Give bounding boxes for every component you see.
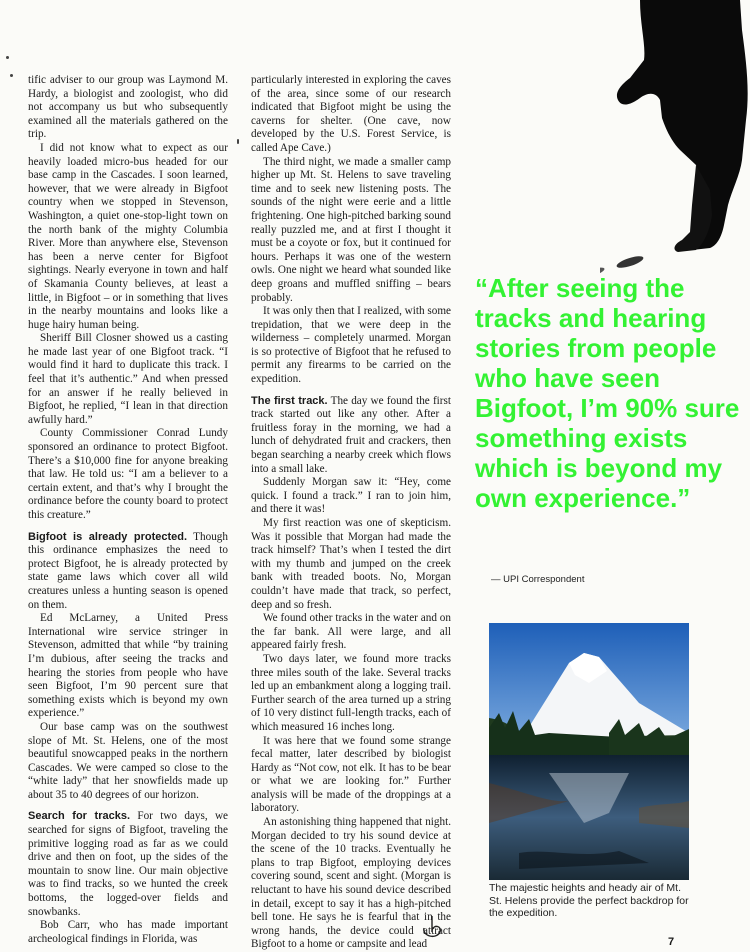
- section-heading-first-track: The first track.: [251, 394, 328, 407]
- paragraph: Ed McLarney, a United Press International wire service stringer in Stevenson, admitted that while “by training I’m dubious, after seeing the tracks and hearing the stories from people who have seen Bigfoot, I’m 90 percent sure that something exists which is beyond my own experience.”: [28, 612, 228, 720]
- paragraph: Our base camp was on the southwest slope of Mt. St. Helens, one of the most beautiful snowcapped peaks in the northern Cascades. We were camped so close to the “white lady” that her snowfields made up about 35 to 40 degrees of our horizon.: [28, 720, 228, 801]
- paragraph-text: Though this ordinance emphasizes the need to protect Bigfoot, he is already protected by state game laws which cover all wild creatures unless a hunting season is opened on them.: [28, 530, 228, 611]
- page-number: 7: [668, 936, 675, 948]
- pull-quote-source: — UPI Correspondent: [491, 574, 585, 585]
- paragraph: Two days later, we found more tracks three miles south of the lake. Several tracks led up an embankment along a logging trail. Further search of the area turned up a string of 10 very distinct full-length tracks, each of which measured 16 inches long.: [251, 652, 451, 733]
- paragraph: particularly interested in exploring the caves of the area, since some of our research indicated that Bigfoot might be using the caverns for shelter. (One cave, now developed by the U.S. Forest Service, is called Ape Cave.): [251, 74, 451, 154]
- paragraph: We found other tracks in the water and on the far bank. All were large, and all appeared fairly fresh.: [251, 612, 451, 652]
- paragraph: It was here that we found some strange fecal matter, later described by biologist Hardy as “Not cow, not elk. It has to be bear or what we are looking for.” Further analysis will be made of the droppings at a laboratory.: [251, 734, 451, 815]
- paragraph: Sheriff Bill Closner showed us a casting he made last year of one Bigfoot track. “I would find it hard to duplicate this track. I feel that it’s authentic.” And when pressed for an answer if he really believed in Bigfoot, he replied, “I lean in that direction awfully hard.”: [28, 332, 228, 426]
- end-mark-icon: [420, 914, 446, 940]
- section-paragraph: [251, 395, 451, 477]
- photo-caption: The majestic heights and heady air of Mt. St. Helens provide the perfect backdrop for the expedition.: [489, 882, 689, 919]
- paragraph: Bob Carr, who has made important archeological findings in Florida, was: [28, 919, 228, 945]
- paragraph: An astonishing thing happened that night. Morgan decided to try his sound device at the scene of the 10 tracks. Eventually he plans to trap Bigfoot, employing devices covering sound, scent and sight. (Morgan is reluctant to have his sound device described in detail, except to say it has a high-pitched bell tone. He says he is fearful that in the wrong hands, the device could attract Bigfoot to a home or campsite and lead: [251, 816, 451, 951]
- paragraph: I did not know what to expect as our heavily loaded micro-bus headed for our base camp in the Cascades. I soon learned, however, that we were already in Bigfoot country when we stopped in Stevenson, Washington, a quiet one-stop-light town on the north bank of the mighty Columbia River. More than anywhere else, Stevenson has been a nerve center for Bigfoot sightings. Nearly everyone in town and half of Skamania County believes, at least a little, in Bigfoot – or in something that lives in the nearby mountains and looks like a huge hairy human being.: [28, 141, 228, 331]
- paragraph: Suddenly Morgan saw it: “Hey, come quick. I found a track.” I ran to join him, and there it was!: [251, 476, 451, 516]
- margin-mark: [6, 56, 9, 59]
- section-heading-search: Search for tracks.: [28, 810, 131, 823]
- section-paragraph: [28, 531, 228, 613]
- section-heading-protected: Bigfoot is already protected.: [28, 530, 188, 543]
- paragraph-text: For two days, we searched for signs of Bigfoot, traveling the primitive logging road as far as we could drive and then on foot, up the sides of the mountain to snow line. Our main objective was to find tracks, so we hunted the creek bottoms, the logged-over fields and snowbanks.: [28, 810, 229, 918]
- paragraph: My first reaction was one of skepticism. Was it possible that Morgan had made the track himself? That’s when I tested the dirt with my thumb and jumped on the creek bank with treaded boots. No, Morgan couldn’t have made that track, so perfect, deep and so fresh.: [251, 517, 451, 611]
- paragraph: tific adviser to our group was Laymond M. Hardy, a biologist and zoologist, who did not accompany us but who subsequently examined all the materials gathered on the trip.: [28, 74, 228, 141]
- paragraph: It was only then that I realized, with some trepidation, that we were deep in the wilderness – completely unarmed. Morgan is so protective of Bigfoot that he refused to permit any firearms to be carried on the expedition.: [251, 305, 451, 386]
- mt-st-helens-photo: [489, 623, 689, 880]
- article-column-1: [28, 74, 228, 946]
- pull-quote: “After seeing the tracks and hearing stories from people who have seen Bigfoot, I’m 90% sure something exists which is beyond my own experience.”: [475, 273, 740, 513]
- margin-mark: [237, 139, 239, 144]
- margin-mark: [10, 74, 13, 77]
- bigfoot-silhouette: [600, 0, 750, 275]
- paragraph: The third night, we made a smaller camp higher up Mt. St. Helens to save traveling time and to seek new listening posts. The sounds of the night were eerie and a little frightening. One high-pitched barking sound really puzzled me, and at first I thought it must be a coyote or fox, but it continued for hours. Perhaps it was one of the western owls. One night we heard what sounded like deep groans and muffled sniffing – bears probably.: [251, 155, 451, 304]
- article-column-2: [251, 74, 451, 952]
- paragraph: County Commissioner Conrad Lundy sponsored an ordinance to protect Bigfoot. There’s a $10,000 fine for anyone breaking that law. He told us: “I am a believer to a certain extent, and that’s why I brought the ordinance before the county board to protect this creature.”: [28, 427, 228, 521]
- paragraph-text: The day we found the first track started out like any other. After a fruitless foray in the morning, we had a lunch of dehydrated fruit and crackers, then began searching a nearby creek which flows into a small lake.: [251, 394, 451, 475]
- section-paragraph: [28, 810, 228, 919]
